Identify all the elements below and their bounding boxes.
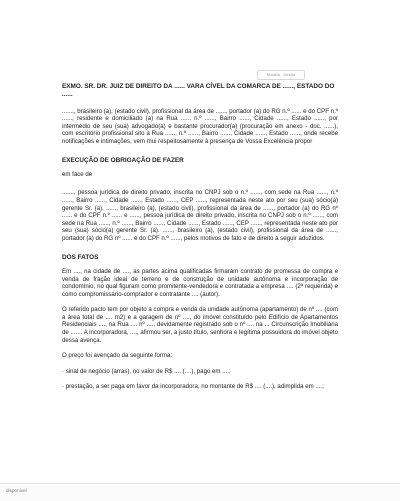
section-title-execucao: EXECUÇÃO DE OBRIGAÇÃO DE FAZER [62,156,184,164]
header-tag: Modelo - Direito [257,70,305,80]
document-body [62,83,338,391]
em-face-text: em face de [62,170,93,178]
qualification-paragraph: ......., brasileiro (a), (estado civil), profissional da área de ......, portador (a) do RG n.º ...... e do CPF n.º ......, residente e domiciliado (a) na Rua ...... n.º ......, Bairro ......, Cidade ......, Estado ......, por intermédio de seu (sua) advogado(a) e bastante procurador(a) (procuração em anexo - doc. ......), com escritório profissional sito à Rua ......, n.º ......, Bairro ......, Cidade ......, Estado ......, onde recebe notificações e intimações, vem mui respeitosamente à presença de Vossa Excelência propor [62,107,338,145]
section-title-fatos: DOS FATOS [62,253,99,261]
document-title: EXMO. SR. DR. JUIZ DE DIREITO DA ...... VARA CÍVEL DA COMARCA DE ......, ESTADO DO ...... [62,83,335,99]
price-intro: O preço foi avençado da seguinte forma: [62,352,173,360]
footer-label: disponível [6,488,27,493]
price-item-2: · prestação, a ser paga em favor da incorporadora, no montante de R$ .... (....), adimplida em ....; [62,383,324,391]
facts-paragraph-2: O referido pacto tem por objeto a compra e venda da unidade autônoma (apartamento) de nº .... (com a área total de .... m2) e a garagem de nº ...., do imóvel constituído pelo Edifício de Apartamentos Residenciais ...., na Rua .... nº ...., devidamente registrado sob o nº .... na ... Circunscrição Imobiliária de ....... A incorporadora, ...., afirmou ser, a justo título, senhora e legítima possuidora do imóvel objeto dessa avença. [62,306,338,344]
price-item-1: · sinal de negócio (arras), no valor de R$ .... (....), pago em ....; [62,367,231,375]
defendants-paragraph: ......., pessoa jurídica de direito privado, inscrita no CNPJ sob o n.º ......, com sede na Rua ......, n.º ......, Bairro ......, Cidade ......, Estado ......, CEP ......, representada neste ato por seu (sua) sócio(a) gerente Sr. (a). ......, brasileiro (a), (estado civil), profissional da área de ......, portador (a) do RG nº ...... e do CPF n.º ...... e ......, pessoa jurídica de direito privado, inscrita no CNPJ sob o n.º ......, com sede na Rua ......, n.º ......, Bairro ......, Cidade ......, Estado ......, CEP ......, representada neste ato por seu (sua) sócio(a) gerente Sr. (a). ......, brasileiro (a), (estado civil), profissional da área de ......, portador (a) do RG nº ...... e do CPF n.º ......, pelos motivos de fato e de direito a seguir aduzidos. [62,189,338,243]
footer-bar [0,483,400,501]
facts-paragraph-1: Em ...., na cidade de ...., as partes acima qualificadas firmaram contrato de promessa de compra e venda de fração ideal de terreno e de construção de unidade autônoma e incorporação de condomínio, no qual figuram como promitente-vendedora e contratada a empresa .... (2ª requerida) e como compromissário-comprador e contratante .... (autor). [62,267,338,298]
